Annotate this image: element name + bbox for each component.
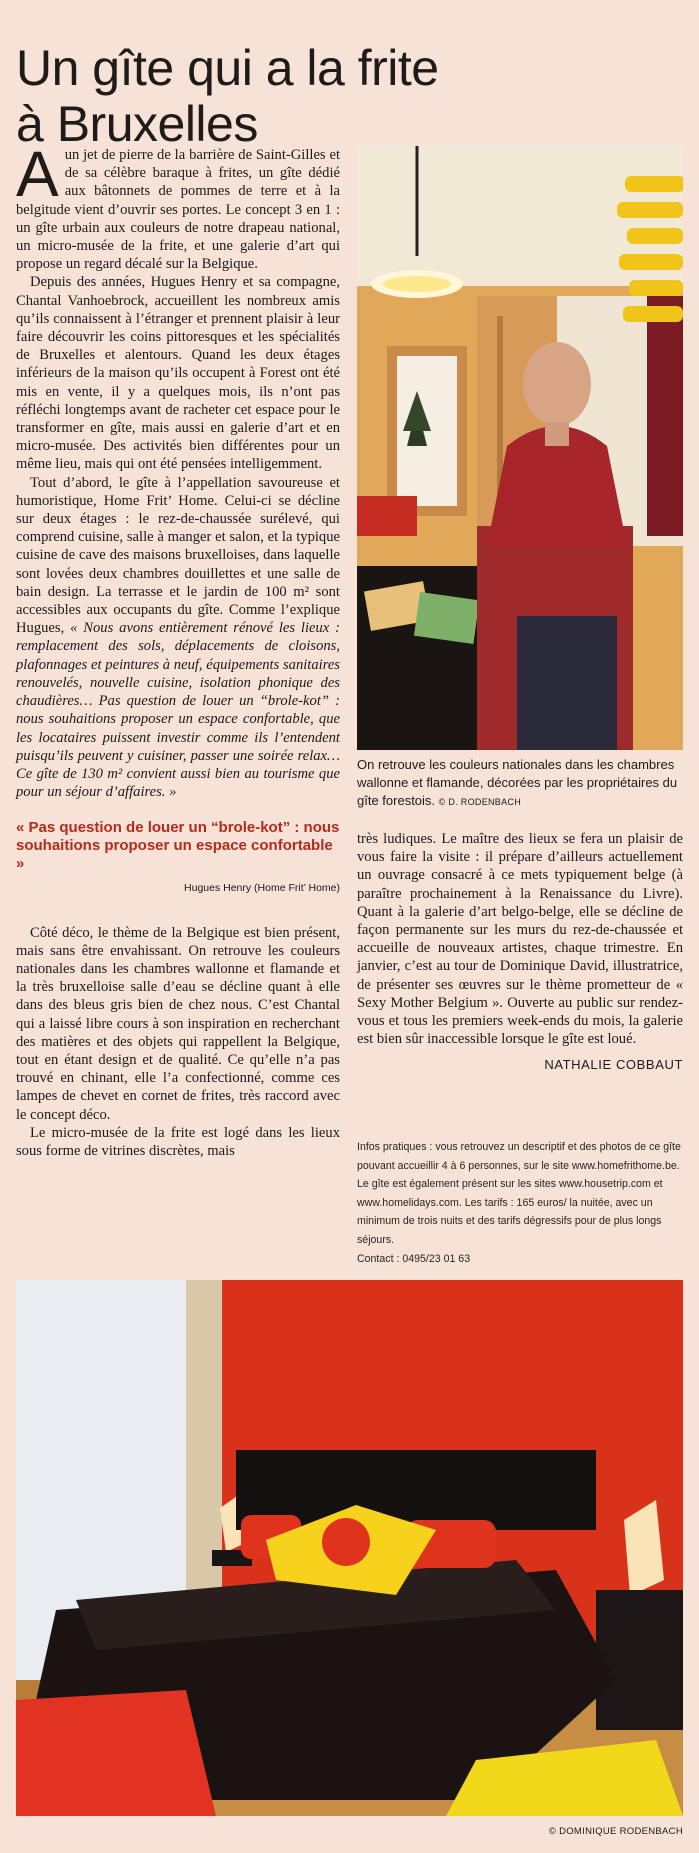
- paragraph-gite-text: Tout d’abord, le gîte à l’appellation savoureuse et humoristique, Home Frit’ Home. Celui-ci se décline sur deux étages : le rez-de-chaussée surélevé, qui comprend cuisine, salle à manger et salon, et la typique cuisine de cave des maisons bruxelloises, dans laquelle sont lovées deux chambres douillettes et une salle de bain design. La terrasse et le jardin de 100 m² sont accessibles aux occupants du gîte. Comme l’explique Hugues,: [16, 474, 340, 637]
- article-title: [16, 40, 676, 152]
- practical-info-contact: Contact : 0495/23 01 63: [357, 1252, 471, 1265]
- pull-quote: « Pas question de louer un “brole-kot” : nous souhaitions proposer un espace confortable »: [16, 819, 340, 873]
- author-signature: NATHALIE COBBAUT: [544, 1057, 683, 1073]
- practical-info-text: Infos pratiques : vous retrouvez un descriptif et des photos de ce gîte pouvant accueillir 4 à 6 personnes, sur le site www.homefrithome.be. Le gîte est également présent sur les sites www.housetrip.com et www.homelidays.com. Les tarifs : 165 euros/ la nuitée, avec un minimum de trois nuits et des tarifs dégressifs pour de plus longs séjours.: [357, 1141, 681, 1246]
- lead-paragraph: [16, 138, 340, 273]
- title-line-1: Un gîte qui a la frite: [16, 39, 439, 96]
- photo-bedroom: [16, 1280, 683, 1816]
- inline-quote: « Nous avons entièrement rénové les lieux : remplacement des sols, déplacements de cloisons, plafonnages et peintures à neuf, équipements sanitaires renouvelés, nouvelle cuisine, isolation phonique des chaudières… Pas question de louer un “brole-kot” : nous souhaitions proposer un espace confortable, que les locataires puissent investir comme ils l’entendent puisqu’ils peuvent y cuisiner, passer une soirée relax… Ce gîte de 130 m² convient aussi bien au tourisme que pour un séjour d’affaires. »: [16, 620, 340, 801]
- paragraph-gallery: très ludiques. Le maître des lieux se fera un plaisir de vous faire la visite : il prépare d’ailleurs actuellement un ouvrage consacré à ce mets typiquement belge (à paraître prochainement à la Renaissance du Livre). Quant à la galerie d’art belgo-belge, elle se décline de façon permanente sur les murs du rez-de-chaussée et accueille de nouveaux artistes, chaque trimestre. En janvier, c’est au tour de Dominique David, illustratrice, de présenter ses œuvres sur le thème prometteur de « Sexy Mother Belgium ». Ouverte au public sur rendez-vous et tous les premiers week-ends du mois, la galerie est bien sûr inaccessible lorsque le gîte est loué.: [357, 831, 683, 1048]
- left-column: [16, 138, 340, 1160]
- right-column: [357, 830, 683, 1075]
- living-room-illustration: [357, 146, 683, 750]
- lead-text: un jet de pierre de la barrière de Saint-Gilles et de sa célèbre baraque à frites, un gîte dédié aux bâtonnets de pommes de terre et à la belgitude vient d’ouvrir ses portes. Le concept 3 en 1 : un gîte urbain aux couleurs de notre drapeau national, un micro-musée de la frite, et une galerie d’art qui propose un regard décalé sur la Belgique.: [16, 147, 340, 273]
- paragraph-gite: [16, 474, 340, 802]
- title-line-2: à Bruxelles: [16, 95, 258, 152]
- practical-info: [357, 1138, 683, 1268]
- caption-text: On retrouve les couleurs nationales dans les chambres wallonne et flamande, décorées par les propriétaires du gîte forestois.: [357, 757, 678, 808]
- paragraph-museum: Le micro-musée de la frite est logé dans les lieux sous forme de vitrines discrètes, mais: [16, 1124, 340, 1159]
- photo-owner-living-room: [357, 146, 683, 750]
- paragraph-deco: Côté déco, le thème de la Belgique est bien présent, mais sans être envahissant. On retrouve les couleurs nationales dans les chambres wallonne et flamande et la très bruxelloise salle d’eau se décline quant à elle dans des bleus gris bien de chez nous. C’est Chantal qui a laissé libre cours à son inspiration en recherchant des matières et des objets qui rappellent la Belgique, tout en étant design et de qualité. Ce qu’elle n’a pas trouvé en chinant, elle l’a confectionné, comme ces lampes de chevet en cornet de frites, très raccord avec le concept déco.: [16, 924, 340, 1123]
- drop-cap: A: [16, 138, 59, 210]
- photo-bottom-credit: © DOMINIQUE RODENBACH: [548, 1826, 683, 1837]
- pull-quote-author: Hugues Henry (Home Frit’ Home): [184, 882, 340, 895]
- bedroom-illustration: [16, 1280, 683, 1816]
- paragraph-owners: Depuis des années, Hugues Henry et sa compagne, Chantal Vanhoebrock, accueillent les nombreux amis qu’ils connaissent à l’étranger et prennent plaisir à leur faire découvrir les coins pittoresques et les spécialités de Bruxelles et alentours. Quand les deux étages inférieurs de la maison qu’ils occupent à Forest ont été mis en vente, il y a quelques mois, ils n’ont pas réfléchi longtemps avant de racheter cet espace pour le transformer en gîte, mais aussi en galerie d’art et en micro-musée. Des activités bien différentes pour un même lieu, mais qui ont été pensées intelligemment.: [16, 274, 340, 473]
- photo-top-caption: [357, 756, 683, 811]
- caption-credit: © D. RODENBACH: [438, 797, 522, 807]
